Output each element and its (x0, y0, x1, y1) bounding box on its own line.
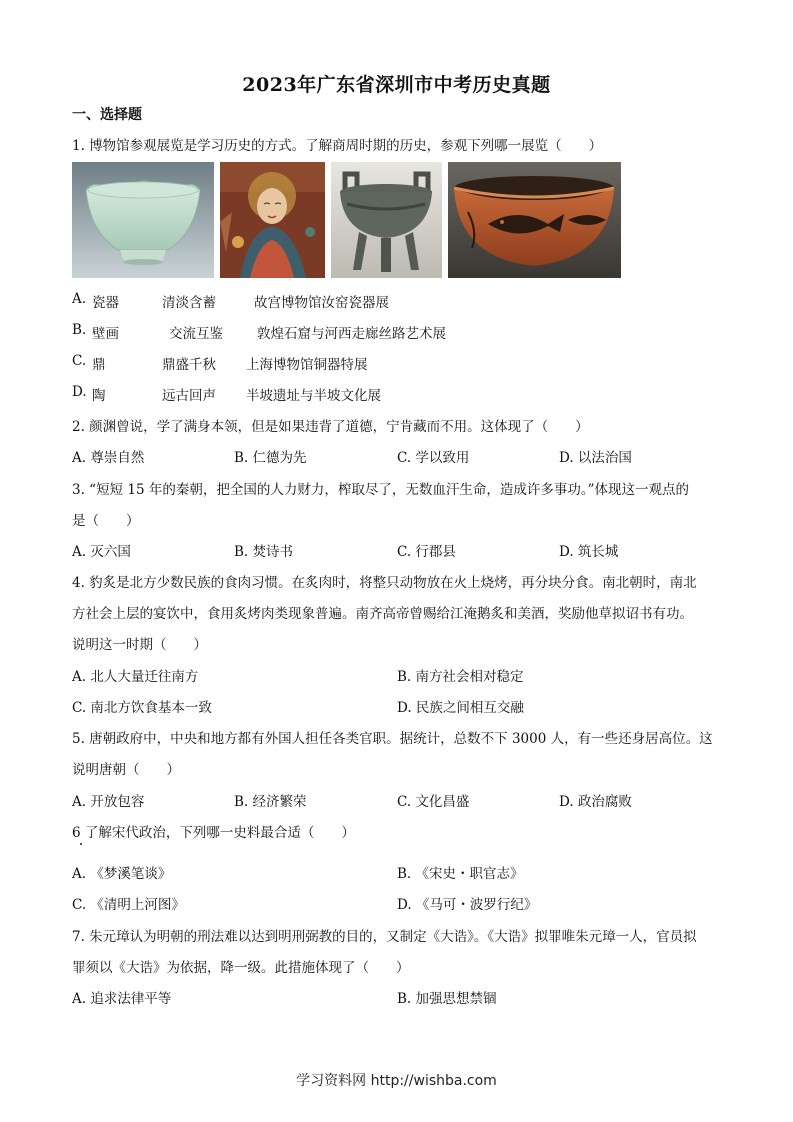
option-theme: 远古回声 (162, 388, 216, 404)
option-exhibition: 半坡遗址与半坡文化展 (246, 388, 381, 404)
question-5-option-a: A. 开放包容 (72, 794, 145, 810)
question-2-option-b: B. 仁德为先 (234, 450, 307, 466)
celadon-lotus-bowl-image (72, 162, 214, 278)
question-4-stem-line-3: 说明这一时期（ ） (72, 637, 207, 653)
option-theme: 交流互鉴 (169, 326, 223, 342)
question-7-option-a: A. 追求法律平等 (72, 991, 172, 1007)
question-2-option-d: D. 以法治国 (559, 450, 632, 466)
question-1-option-d (72, 384, 381, 404)
option-item: 壁画 (92, 326, 119, 342)
question-1-stem: 1. 博物馆参观展览是学习历史的方式。了解商周时期的历史，参观下列哪一展览（ ） (72, 138, 603, 154)
question-3-option-d: D. 筑长城 (559, 544, 619, 560)
question-4-stem-line-1: 4. 豹炙是北方少数民族的食肉习惯。在炙肉时，将整只动物放在火上烧烤，再分块分食。南北朝时，南北 (72, 575, 697, 591)
question-3-stem-line-1: 3. “短短 15 年的秦朝，把全国的人力财力，榨取尽了，无数血汗生命，造成许多事功。”体现这一观点的 (72, 482, 689, 498)
question-2-stem: 2. 颜渊曾说，学了满身本领，但是如果违背了道德，宁肯藏而不用。这体现了（ ） (72, 419, 589, 435)
question-4-stem-line-2: 方社会上层的宴饮中，食用炙烤肉类现象普遍。南齐高帝曾赐给江淹鹅炙和美酒，奖励他草拟诏书有功。 (72, 606, 693, 622)
question-4-option-b: B. 南方社会相对稳定 (397, 669, 524, 685)
painted-pottery-bowl-image (448, 162, 621, 278)
section-heading: 一、选择题 (72, 107, 142, 123)
question-3-option-c: C. 行郡县 (397, 544, 456, 560)
question-7-stem-line-1: 7. 朱元璋认为明朝的刑法难以达到明刑弼教的目的，又制定《大诰》。《大诰》拟罪唯朱元璋一人，官员拟 (72, 929, 697, 945)
question-6-stem: 6 了解宋代政治，下列哪一史料最合适（ ） (72, 825, 355, 841)
question-3-stem-line-2: 是（ ） (72, 513, 140, 529)
question-4-option-c: C. 南北方饮食基本一致 (72, 700, 212, 716)
option-letter: B. (72, 322, 87, 338)
question-7-option-b: B. 加强思想禁锢 (397, 991, 497, 1007)
question-3-option-a: A. 灭六国 (72, 544, 131, 560)
question-5-option-b: B. 经济繁荣 (234, 794, 307, 810)
question-7-stem-line-2: 罪须以《大诰》为依据，降一级。此措施体现了（ ） (72, 960, 410, 976)
option-theme: 清淡含蓄 (162, 295, 216, 311)
option-letter: A. (72, 291, 87, 307)
question-1-option-c (72, 353, 368, 373)
question-2-option-a: A. 尊崇自然 (72, 450, 145, 466)
question-5-stem-line-1: 5. 唐朝政府中，中央和地方都有外国人担任各类官职。据统计，总数不下 3000 人，有一些还身居高位。这 (72, 731, 713, 747)
stray-mark (80, 843, 82, 845)
question-3-option-b: B. 焚诗书 (234, 544, 294, 560)
question-5-stem-line-2: 说明唐朝（ ） (72, 762, 180, 778)
question-5-option-d: D. 政治腐败 (559, 794, 632, 810)
option-exhibition: 敦煌石窟与河西走廊丝路艺术展 (257, 326, 446, 342)
option-item: 瓷器 (92, 295, 119, 311)
question-1-option-b (72, 322, 446, 342)
option-item: 鼎 (92, 357, 106, 373)
bronze-ding-image (331, 162, 442, 278)
question-4-option-d: D. 民族之间相互交融 (397, 700, 524, 716)
question-2-option-c: C. 学以致用 (397, 450, 470, 466)
option-item: 陶 (92, 388, 106, 404)
option-letter: D. (72, 384, 87, 400)
question-5-option-c: C. 文化昌盛 (397, 794, 470, 810)
option-theme: 鼎盛千秋 (162, 357, 216, 373)
mural-painting-image (220, 162, 325, 278)
question-6-option-d: D. 《马可・波罗行纪》 (397, 897, 538, 913)
option-exhibition: 故宫博物馆汝窑瓷器展 (254, 295, 389, 311)
option-exhibition: 上海博物馆铜器特展 (246, 357, 368, 373)
question-6-option-c: C. 《清明上河图》 (72, 897, 185, 913)
page-title: 2023年广东省深圳市中考历史真题 (242, 74, 551, 96)
question-4-option-a: A. 北人大量迁往南方 (72, 669, 199, 685)
footer-watermark[interactable]: 学习资料网 http://wishba.com (296, 1073, 497, 1089)
question-6-option-a: A. 《梦溪笔谈》 (72, 866, 172, 882)
option-letter: C. (72, 353, 87, 369)
question-6-option-b: B. 《宋史・职官志》 (397, 866, 524, 882)
question-1-option-a (72, 291, 389, 311)
